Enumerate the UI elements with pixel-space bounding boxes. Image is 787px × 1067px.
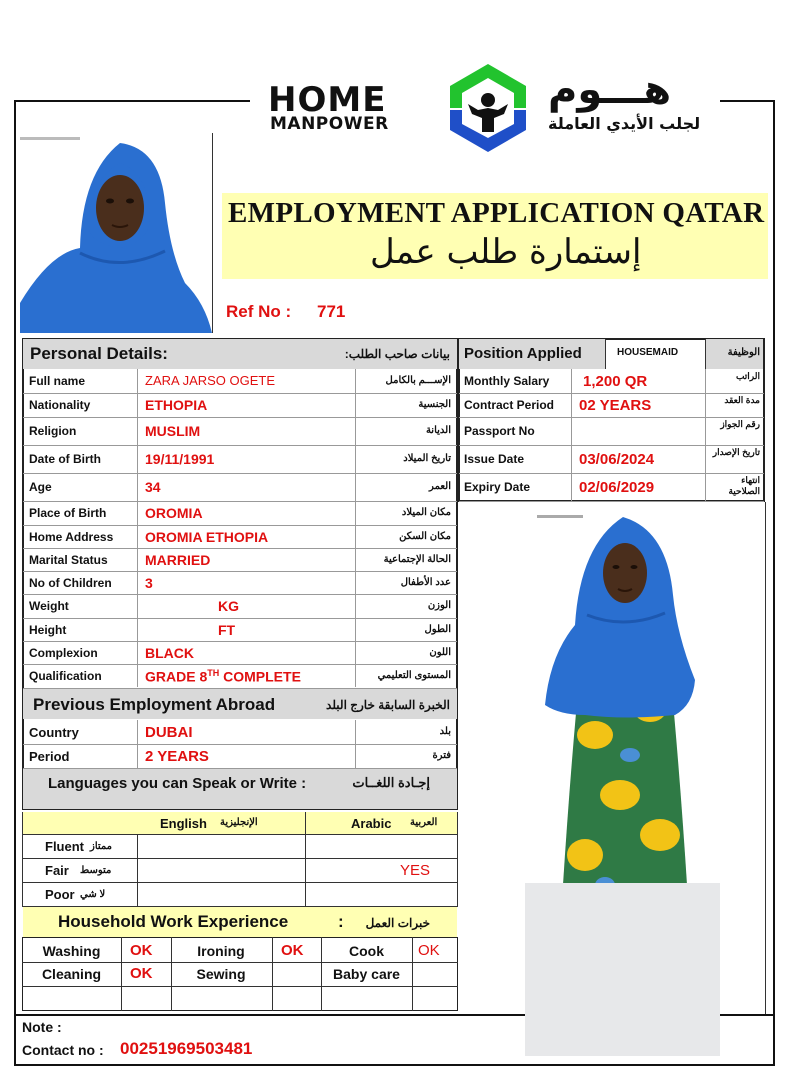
household-task-label: Sewing (196, 966, 246, 982)
personal-row-value: KG (218, 598, 239, 614)
pos-col-1 (571, 369, 572, 501)
previous-row-value: DUBAI (145, 724, 193, 741)
personal-row-line (23, 594, 457, 595)
position-row-label-ar: انتهاء الصلاحية (728, 475, 760, 496)
previous-row-label: Country (29, 725, 79, 740)
lang-row-label: Fluent (45, 839, 84, 854)
form-title-english: EMPLOYMENT APPLICATION QATAR (228, 197, 765, 229)
position-row-line (459, 473, 764, 474)
ref-label: Ref No : (226, 302, 292, 321)
personal-row-line (23, 393, 457, 394)
lang-row-label: Poor (45, 887, 75, 902)
personal-row-label: Weight (29, 599, 69, 613)
personal-row-value: 34 (145, 479, 161, 495)
personal-row-value: FT (218, 621, 236, 638)
personal-row-label: Complexion (29, 645, 98, 660)
logo-hexagon-icon (438, 58, 538, 158)
personal-header-ar: بيانات صاحب الطلب: (344, 347, 450, 361)
household-task-label: Baby care (333, 966, 400, 982)
personal-row-value: ZARA JARSO OGETE (145, 373, 276, 388)
qualification-sup: TH (207, 668, 220, 678)
household-header-en: Household Work Experience (58, 912, 289, 931)
position-row-label: Expiry Date (464, 480, 531, 494)
personal-col-line-2 (355, 369, 356, 687)
position-header-en: Position Applied (464, 345, 582, 362)
personal-row-label: Religion (29, 424, 77, 438)
personal-row-line (23, 473, 457, 474)
household-task-label: Washing (42, 943, 101, 959)
personal-row-value: MARRIED (145, 551, 211, 568)
lang-row-label-ar: ممتاز (90, 841, 113, 852)
position-row-label-ar: الراتب (735, 371, 760, 381)
personal-row-line (23, 641, 457, 642)
personal-row-line (23, 571, 457, 572)
logo-home-text: HOME (268, 80, 387, 120)
personal-row-label-ar: اللون (429, 646, 451, 658)
languages-header-ar: إجـادة اللغــات (352, 775, 430, 790)
household-task-label: Ironing (197, 943, 245, 959)
household-task-value: OK (130, 965, 153, 982)
personal-row-label-ar: تاريخ الميلاد (403, 453, 451, 464)
personal-row-value: 3 (145, 574, 153, 591)
lang-line-3 (457, 812, 458, 906)
hh-line-1 (22, 962, 458, 963)
previous-col-line-2 (355, 720, 356, 768)
previous-row-label-ar: فترة (432, 750, 451, 761)
lang-row-line (22, 834, 458, 835)
hh-v3 (272, 937, 273, 1011)
personal-row-label: Height (29, 622, 67, 637)
position-row-line (459, 417, 764, 418)
household-header-ar: خبرات العمل (365, 916, 430, 930)
lang-col-arabic: Arabic (351, 816, 392, 831)
personal-row-line (23, 417, 457, 418)
personal-row-line (23, 548, 457, 549)
personal-row-value: 19/11/1991 (145, 451, 215, 467)
right-panel-line (765, 502, 766, 1014)
personal-row-line (23, 525, 457, 526)
lang-row-label-ar: متوسط (80, 865, 112, 876)
personal-row-label-ar: الجنسية (418, 399, 451, 410)
position-value: HOUSEMAID (617, 347, 679, 358)
personal-row-label-ar: الإســـم بالكامل (385, 375, 451, 386)
position-row-label: Passport No (464, 424, 535, 438)
lang-line-2 (305, 812, 306, 906)
household-task-label: Cook (349, 943, 384, 959)
personal-row-label: Age (29, 480, 52, 494)
position-row-value: 02/06/2029 (579, 478, 655, 496)
lang-arabic-value: YES (399, 862, 430, 879)
personal-row-label: Qualification (29, 669, 102, 683)
position-row-label-ar: مدة العقد (724, 395, 760, 405)
contact-label: Contact no : (22, 1042, 104, 1058)
personal-header-en: Personal Details: (30, 344, 168, 363)
previous-row-label-ar: بلد (439, 726, 451, 737)
personal-row-label: Place of Birth (29, 506, 107, 520)
photo-divider (212, 133, 213, 333)
position-row-line (459, 445, 764, 446)
previous-col-line-1 (137, 720, 138, 768)
pos-col-2 (705, 369, 706, 501)
languages-header-en: Languages you can Speak or Write : (48, 775, 307, 792)
personal-row-label: Marital Status (29, 552, 108, 567)
lang-row-label: Fair (45, 863, 69, 878)
qualification-tail: COMPLETE (219, 668, 301, 685)
personal-row-value (145, 668, 301, 685)
personal-row-label: Full name (29, 374, 86, 388)
personal-row-label-ar: العمر (429, 481, 451, 492)
lang-row-label-ar: لا شي (80, 889, 106, 900)
personal-row-line (23, 501, 457, 502)
position-row-value: 1,200 QR (583, 372, 648, 390)
logo-arabic-title: هـــوم (548, 67, 672, 113)
personal-row-label: Date of Birth (29, 452, 101, 466)
lang-col-english: English (160, 816, 207, 831)
lang-row-line (22, 858, 458, 859)
personal-row-label-ar: مكان الميلاد (401, 507, 451, 518)
position-row-value: 03/06/2024 (579, 450, 655, 468)
position-row-label-ar: تاريخ الإصدار (712, 447, 760, 457)
personal-row-label-ar: مكان السكن (399, 530, 451, 542)
personal-row-value: MUSLIM (145, 423, 201, 439)
household-task-value: OK (418, 942, 440, 959)
personal-row-label-ar: الطول (424, 623, 451, 635)
household-task-value: OK (130, 942, 153, 959)
lang-row-line (22, 882, 458, 883)
hh-v5 (412, 937, 413, 1011)
personal-row-label: Home Address (29, 529, 114, 544)
personal-row-label: No of Children (29, 575, 112, 590)
hh-line-2 (22, 986, 458, 987)
personal-row-value: BLACK (145, 644, 194, 661)
position-header-ar: الوظيفة (727, 347, 760, 358)
position-row-line (459, 501, 764, 502)
hh-v1 (121, 937, 122, 1011)
previous-row-label: Period (29, 749, 70, 764)
pos-hv1 (605, 339, 606, 369)
personal-row-label-ar: الوزن (427, 600, 451, 611)
personal-row-label-ar: الحالة الإجتماعية (383, 553, 451, 565)
personal-row-line (23, 664, 457, 665)
lang-col-arabic-ar: العربية (410, 817, 438, 828)
hh-v4 (321, 937, 322, 1011)
logo-manpower-text: MANPOWER (270, 114, 389, 134)
hh-v2 (171, 937, 172, 1011)
ref-value: 771 (317, 302, 346, 321)
household-task-value: OK (281, 942, 304, 959)
personal-col-line-1 (137, 369, 138, 687)
form-title-arabic: إستمارة طلب عمل (370, 232, 642, 272)
personal-row-label: Nationality (29, 398, 91, 412)
lang-col-english-ar: الإنجليزية (220, 817, 258, 828)
previous-header-en: Previous Employment Abroad (33, 695, 276, 714)
previous-row-value: 2 YEARS (145, 748, 209, 765)
position-row-line (459, 393, 764, 394)
position-row-value: 02 YEARS (579, 396, 652, 414)
position-row-label-ar: رقم الجواز (720, 419, 760, 429)
position-row-label: Issue Date (464, 452, 525, 466)
personal-row-label-ar: الديانة (425, 425, 451, 436)
personal-row-label-ar: المستوى التعليمي (377, 670, 451, 681)
position-row-label: Monthly Salary (464, 374, 550, 388)
contact-value: 00251969503481 (120, 1039, 253, 1058)
pos-hv2 (705, 339, 706, 369)
personal-row-value: ETHOPIA (145, 397, 208, 413)
applicant-portrait-photo (20, 133, 212, 333)
lang-left-line (22, 812, 23, 906)
lang-line-1 (137, 834, 138, 906)
personal-row-value: OROMIA ETHOPIA (145, 528, 269, 545)
qualification-grade: GRADE 8 (145, 668, 208, 685)
household-border (22, 937, 458, 1011)
household-task-label: Cleaning (41, 966, 102, 982)
personal-row-label-ar: عدد الأطفال (400, 576, 451, 588)
personal-row-value: OROMIA (145, 505, 203, 521)
personal-row-line (23, 618, 457, 619)
previous-header-ar: الخبرة السابقة خارج البلد (326, 698, 450, 712)
household-header-colon: : (338, 912, 344, 931)
personal-row-line (23, 445, 457, 446)
position-row-label: Contract Period (464, 398, 555, 412)
logo-arabic-subtitle: لجلب الأيدي العاملة (548, 114, 701, 133)
applicant-full-photo (525, 505, 720, 1056)
previous-row-line (23, 744, 457, 745)
note-label: Note : (22, 1019, 62, 1035)
